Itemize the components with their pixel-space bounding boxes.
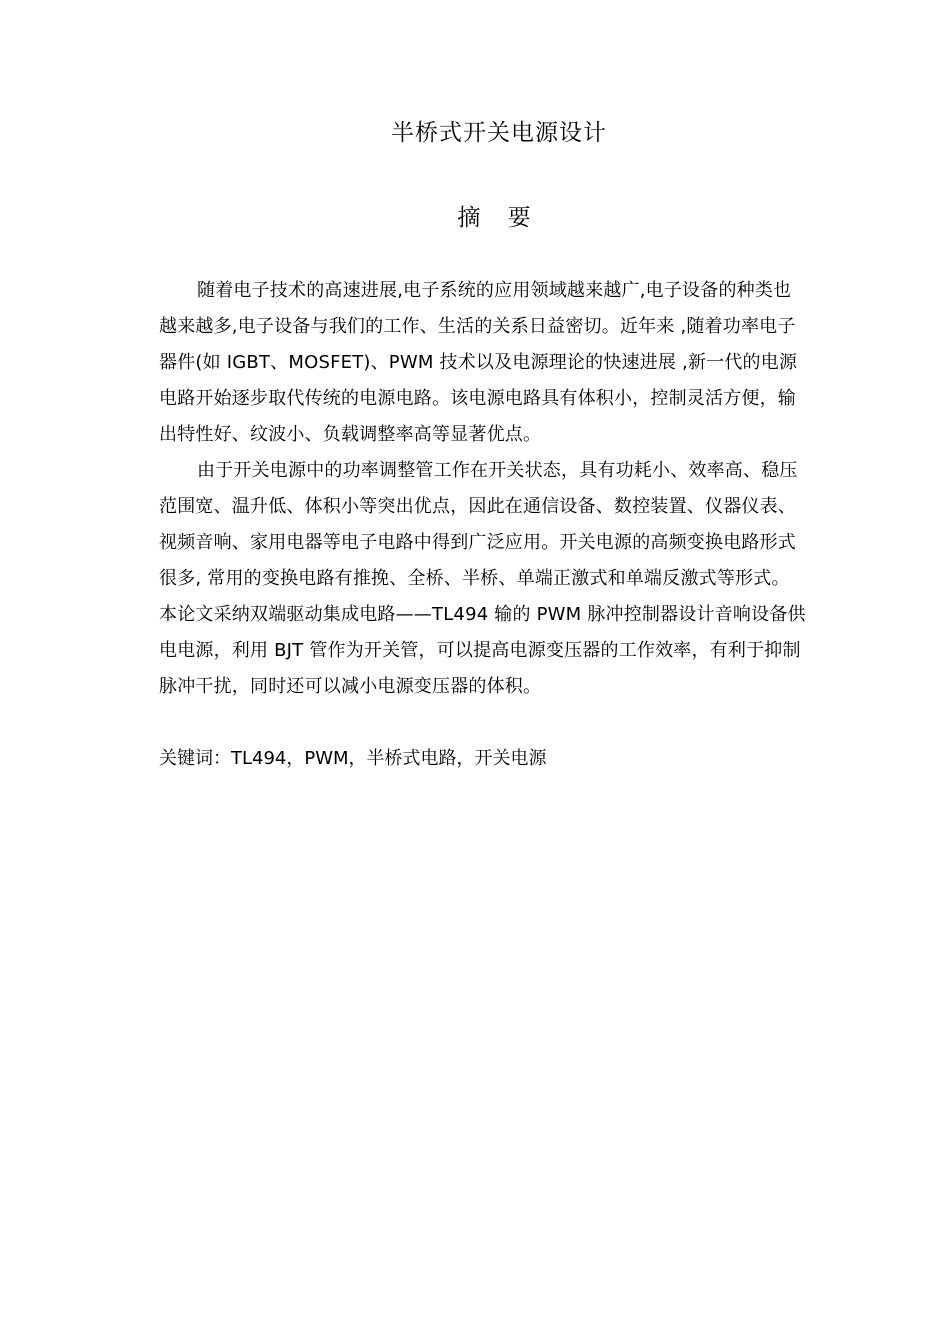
paragraph-2-line-5: 本论文采纳双端驱动集成电路——TL494 输的 PWM 脉冲控制器设计音响设备供: [159, 604, 806, 625]
paragraph-2-line-6: 电电源，利用 BJT 管作为开关管，可以提高电源变压器的工作效率，有利于抑制: [159, 640, 801, 661]
paragraph-1-line-4: 电路开始逐步取代传统的电源电路。该电源电路具有体积小，控制灵活方便，输: [159, 388, 796, 409]
document-title: 半桥式开关电源设计: [391, 120, 607, 146]
paragraph-2-line-1: 由于开关电源中的功率调整管工作在开关状态，具有功耗小、效率高、稳压: [197, 460, 798, 481]
paragraph-2-line-3: 视频音响、家用电器等电子电路中得到广泛应用。开关电源的高频变换电路形式: [159, 532, 796, 553]
keywords-line: 关键词：TL494，PWM，半桥式电路，开关电源: [159, 748, 547, 769]
paragraph-1-line-5: 出特性好、纹波小、负载调整率高等显著优点。: [159, 424, 542, 445]
paragraph-1-line-3: 器件(如 IGBT、MOSFET)、PWM 技术以及电源理论的快速进展 ,新一代的电源: [159, 352, 798, 373]
paragraph-1-line-2: 越来越多,电子设备与我们的工作、生活的关系日益密切。近年来 ,随着功率电子: [159, 316, 796, 337]
paragraph-1-line-1: 随着电子技术的高速进展,电子系统的应用领域越来越广,电子设备的种类也: [197, 280, 792, 301]
abstract-heading: 摘 要: [457, 205, 541, 231]
paragraph-2-line-4: 很多, 常用的变换电路有推挽、全桥、半桥、单端正激式和单端反激式等形式。: [159, 568, 790, 589]
paragraph-2-line-7: 脉冲干扰，同时还可以减小电源变压器的体积。: [159, 676, 542, 697]
paragraph-2-line-2: 范围宽、温升低、体积小等突出优点，因此在通信设备、数控装置、仪器仪表、: [159, 496, 796, 517]
